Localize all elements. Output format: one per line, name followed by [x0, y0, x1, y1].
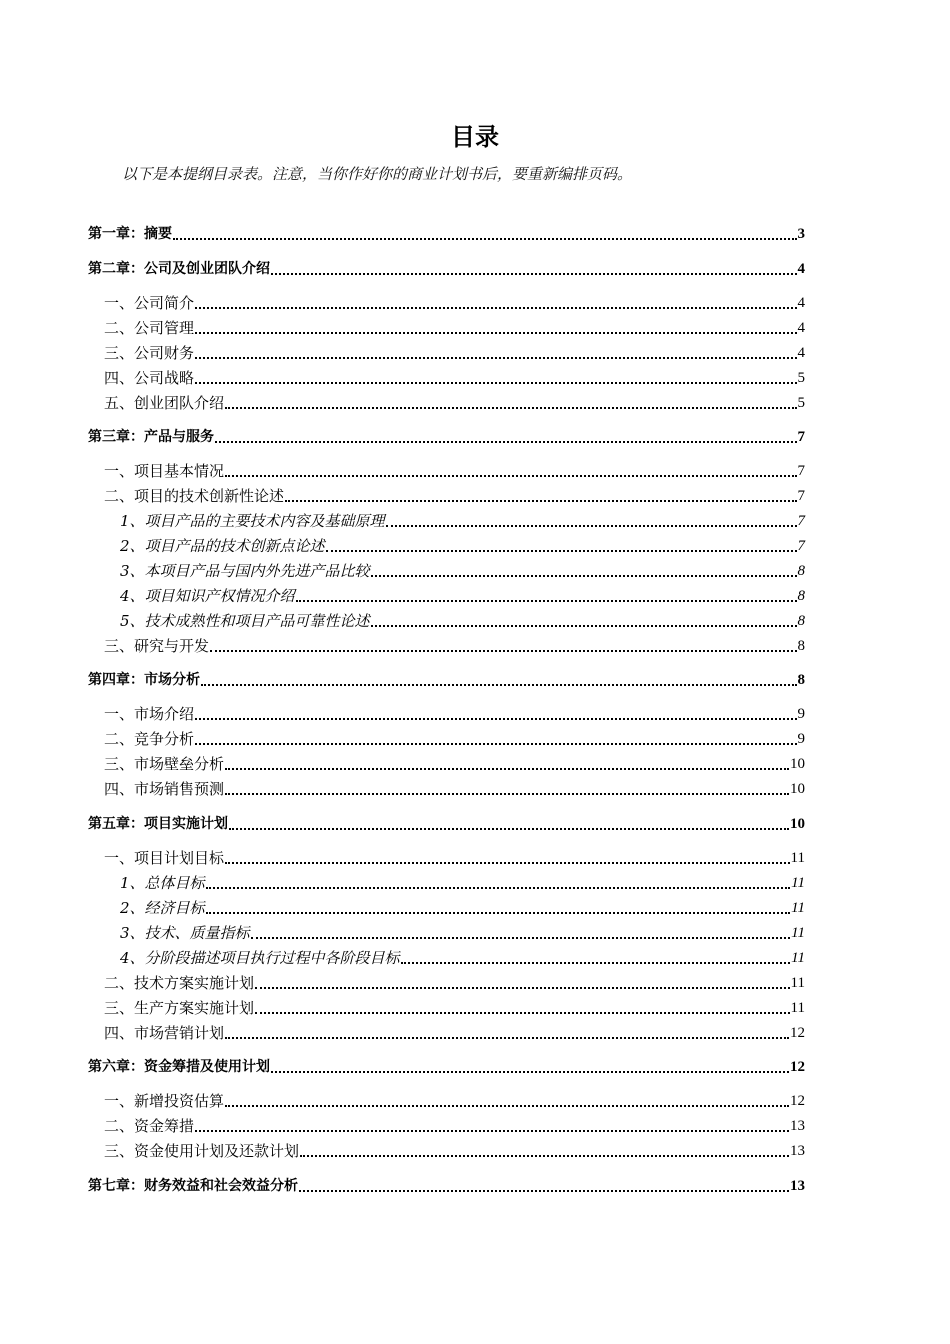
toc-entry-title: 四、市场销售预测	[104, 780, 225, 798]
toc-section-entry[interactable]	[104, 486, 805, 506]
toc-page-number: 13	[790, 1118, 805, 1134]
toc-dot-leader	[206, 912, 791, 914]
toc-page-number: 10	[790, 781, 805, 797]
toc-entry-title: 一、项目计划目标	[104, 849, 225, 867]
toc-dot-leader	[195, 332, 796, 334]
toc-entry-title: 三、公司财务	[104, 344, 195, 362]
toc-entry-title: 二、公司管理	[104, 319, 195, 337]
toc-page-number: 4	[797, 295, 805, 311]
toc-subsection-entry[interactable]	[120, 923, 805, 943]
toc-dot-leader	[371, 625, 797, 627]
toc-dot-leader	[229, 828, 789, 830]
toc-dot-leader	[271, 1071, 789, 1073]
toc-page-number: 7	[797, 488, 805, 504]
toc-page-number: 7	[797, 538, 805, 554]
toc-page-number: 7	[797, 429, 805, 445]
toc-entry-title: 第四章：市场分析	[88, 672, 200, 688]
toc-dot-leader	[195, 307, 796, 309]
toc-dot-leader	[210, 650, 796, 652]
toc-entry-title: 第二章：公司及创业团队介绍	[88, 261, 270, 277]
toc-section-entry[interactable]	[104, 779, 805, 799]
toc-page-number: 5	[797, 370, 805, 386]
toc-page-number: 8	[797, 613, 805, 629]
toc-section-entry[interactable]	[104, 1023, 805, 1043]
toc-section-entry[interactable]	[104, 704, 805, 724]
toc-subsection-entry[interactable]	[120, 898, 805, 918]
toc-entry-title: 二、技术方案实施计划	[104, 974, 255, 992]
toc-dot-leader	[225, 407, 796, 409]
toc-dot-leader	[225, 793, 789, 795]
toc-section-entry[interactable]	[104, 636, 805, 656]
toc-dot-leader	[271, 273, 797, 275]
toc-dot-leader	[401, 962, 791, 964]
toc-section-entry[interactable]	[104, 318, 805, 338]
toc-dot-leader	[195, 743, 796, 745]
toc-entry-title: 一、项目基本情况	[104, 462, 225, 480]
toc-entry-title: 3、技术、质量指标	[120, 924, 250, 942]
toc-entry-title: 4、分阶段描述项目执行过程中各阶段目标	[120, 949, 400, 967]
toc-section-entry[interactable]	[104, 973, 805, 993]
toc-entry-title: 一、市场介绍	[104, 705, 195, 723]
toc-entry-title: 一、新增投资估算	[104, 1092, 225, 1110]
toc-page-number: 13	[790, 1143, 805, 1159]
toc-dot-leader	[225, 768, 789, 770]
toc-dot-leader	[225, 475, 796, 477]
toc-entry-title: 二、竞争分析	[104, 730, 195, 748]
toc-page-number: 4	[797, 320, 805, 336]
toc-entry-title: 第六章：资金筹措及使用计划	[88, 1059, 270, 1075]
toc-section-entry[interactable]	[104, 1091, 805, 1111]
toc-dot-leader	[255, 1012, 790, 1014]
toc-entry-title: 4、项目知识产权情况介绍	[120, 587, 295, 605]
toc-section-entry[interactable]	[104, 368, 805, 388]
toc-entry-title: 一、公司简介	[104, 294, 195, 312]
toc-dot-leader	[386, 525, 797, 527]
toc-page-number: 10	[790, 756, 805, 772]
toc-subsection-entry[interactable]	[120, 511, 805, 531]
toc-dot-leader	[225, 1037, 789, 1039]
toc-dot-leader	[225, 1105, 789, 1107]
toc-subsection-entry[interactable]	[120, 536, 805, 556]
toc-page-number: 11	[791, 875, 805, 891]
toc-subsection-entry[interactable]	[120, 611, 805, 631]
toc-subsection-entry[interactable]	[120, 873, 805, 893]
toc-dot-leader	[255, 987, 790, 989]
page-title: 目录	[451, 123, 499, 151]
toc-subsection-entry[interactable]	[120, 561, 805, 581]
toc-page-number: 12	[790, 1025, 805, 1041]
toc-subsection-entry[interactable]	[120, 586, 805, 606]
toc-page-number: 8	[797, 563, 805, 579]
toc-chapter-entry[interactable]	[88, 259, 805, 279]
toc-page-number: 4	[797, 345, 805, 361]
toc-entry-title: 二、项目的技术创新性论述	[104, 487, 285, 505]
toc-dot-leader	[300, 1155, 789, 1157]
toc-entry-title: 第三章：产品与服务	[88, 429, 214, 445]
toc-dot-leader	[201, 684, 797, 686]
toc-page-number: 9	[797, 731, 805, 747]
toc-dot-leader	[326, 550, 797, 552]
toc-chapter-entry[interactable]	[88, 224, 805, 244]
toc-chapter-entry[interactable]	[88, 670, 805, 690]
toc-dot-leader	[371, 575, 797, 577]
toc-section-entry[interactable]	[104, 998, 805, 1018]
toc-section-entry[interactable]	[104, 1141, 805, 1161]
toc-section-entry[interactable]	[104, 729, 805, 749]
toc-dot-leader	[195, 1130, 789, 1132]
toc-page-number: 10	[790, 816, 805, 832]
toc-dot-leader	[206, 887, 791, 889]
toc-dot-leader	[195, 718, 796, 720]
toc-page-number: 8	[797, 588, 805, 604]
toc-page-number: 11	[791, 925, 805, 941]
toc-entry-title: 第一章：摘要	[88, 226, 172, 242]
toc-dot-leader	[195, 357, 796, 359]
toc-entry-title: 2、经济目标	[120, 899, 205, 917]
toc-dot-leader	[296, 600, 797, 602]
toc-chapter-entry[interactable]	[88, 814, 805, 834]
toc-page-number: 7	[797, 463, 805, 479]
toc-dot-leader	[299, 1190, 789, 1192]
toc-chapter-entry[interactable]	[88, 1057, 805, 1077]
toc-dot-leader	[195, 382, 796, 384]
toc-page-number: 9	[797, 706, 805, 722]
toc-page-number: 13	[790, 1178, 805, 1194]
toc-page-number: 12	[790, 1059, 805, 1075]
toc-entry-title: 三、资金使用计划及还款计划	[104, 1142, 300, 1160]
toc-entry-title: 二、资金筹措	[104, 1117, 195, 1135]
toc-entry-title: 三、生产方案实施计划	[104, 999, 255, 1017]
toc-entry-title: 2、项目产品的技术创新点论述	[120, 537, 325, 555]
toc-entry-title: 四、市场营销计划	[104, 1024, 225, 1042]
toc-dot-leader	[251, 937, 791, 939]
toc-subsection-entry[interactable]	[120, 948, 805, 968]
toc-section-entry[interactable]	[104, 293, 805, 313]
toc-entry-title: 五、创业团队介绍	[104, 394, 225, 412]
toc-section-entry[interactable]	[104, 343, 805, 363]
toc-page-number: 4	[797, 261, 805, 277]
toc-dot-leader	[285, 500, 796, 502]
instruction-note: 以下是本提纲目录表。注意，当你作好你的商业计划书后，要重新编排页码。	[122, 165, 633, 183]
toc-page-number: 11	[791, 950, 805, 966]
toc-page-number: 8	[797, 672, 805, 688]
toc-page-number: 11	[790, 975, 805, 991]
toc-chapter-entry[interactable]	[88, 427, 805, 447]
toc-section-entry[interactable]	[104, 393, 805, 413]
toc-page-number: 11	[790, 1000, 805, 1016]
toc-entry-title: 3、本项目产品与国内外先进产品比较	[120, 562, 370, 580]
toc-page-number: 11	[791, 900, 805, 916]
toc-dot-leader	[215, 441, 797, 443]
toc-page-number: 5	[797, 395, 805, 411]
toc-page-number: 8	[797, 638, 805, 654]
toc-dot-leader	[173, 238, 797, 240]
toc-entry-title: 1、项目产品的主要技术内容及基础原理	[120, 512, 385, 530]
toc-page-number: 7	[797, 513, 805, 529]
toc-entry-title: 四、公司战略	[104, 369, 195, 387]
toc-page-number: 3	[797, 226, 805, 242]
toc-page-number: 11	[790, 850, 805, 866]
toc-section-entry[interactable]	[104, 754, 805, 774]
toc-entry-title: 第七章：财务效益和社会效益分析	[88, 1178, 298, 1194]
toc-section-entry[interactable]	[104, 1116, 805, 1136]
toc-entry-title: 第五章：项目实施计划	[88, 816, 228, 832]
toc-entry-title: 1、总体目标	[120, 874, 205, 892]
toc-entry-title: 5、技术成熟性和项目产品可靠性论述	[120, 612, 370, 630]
toc-entry-title: 三、市场壁垒分析	[104, 755, 225, 773]
toc-entry-title: 三、研究与开发	[104, 637, 210, 655]
toc-section-entry[interactable]	[104, 461, 805, 481]
toc-section-entry[interactable]	[104, 848, 805, 868]
toc-dot-leader	[225, 862, 790, 864]
toc-chapter-entry[interactable]	[88, 1176, 805, 1196]
toc-page-number: 12	[790, 1093, 805, 1109]
